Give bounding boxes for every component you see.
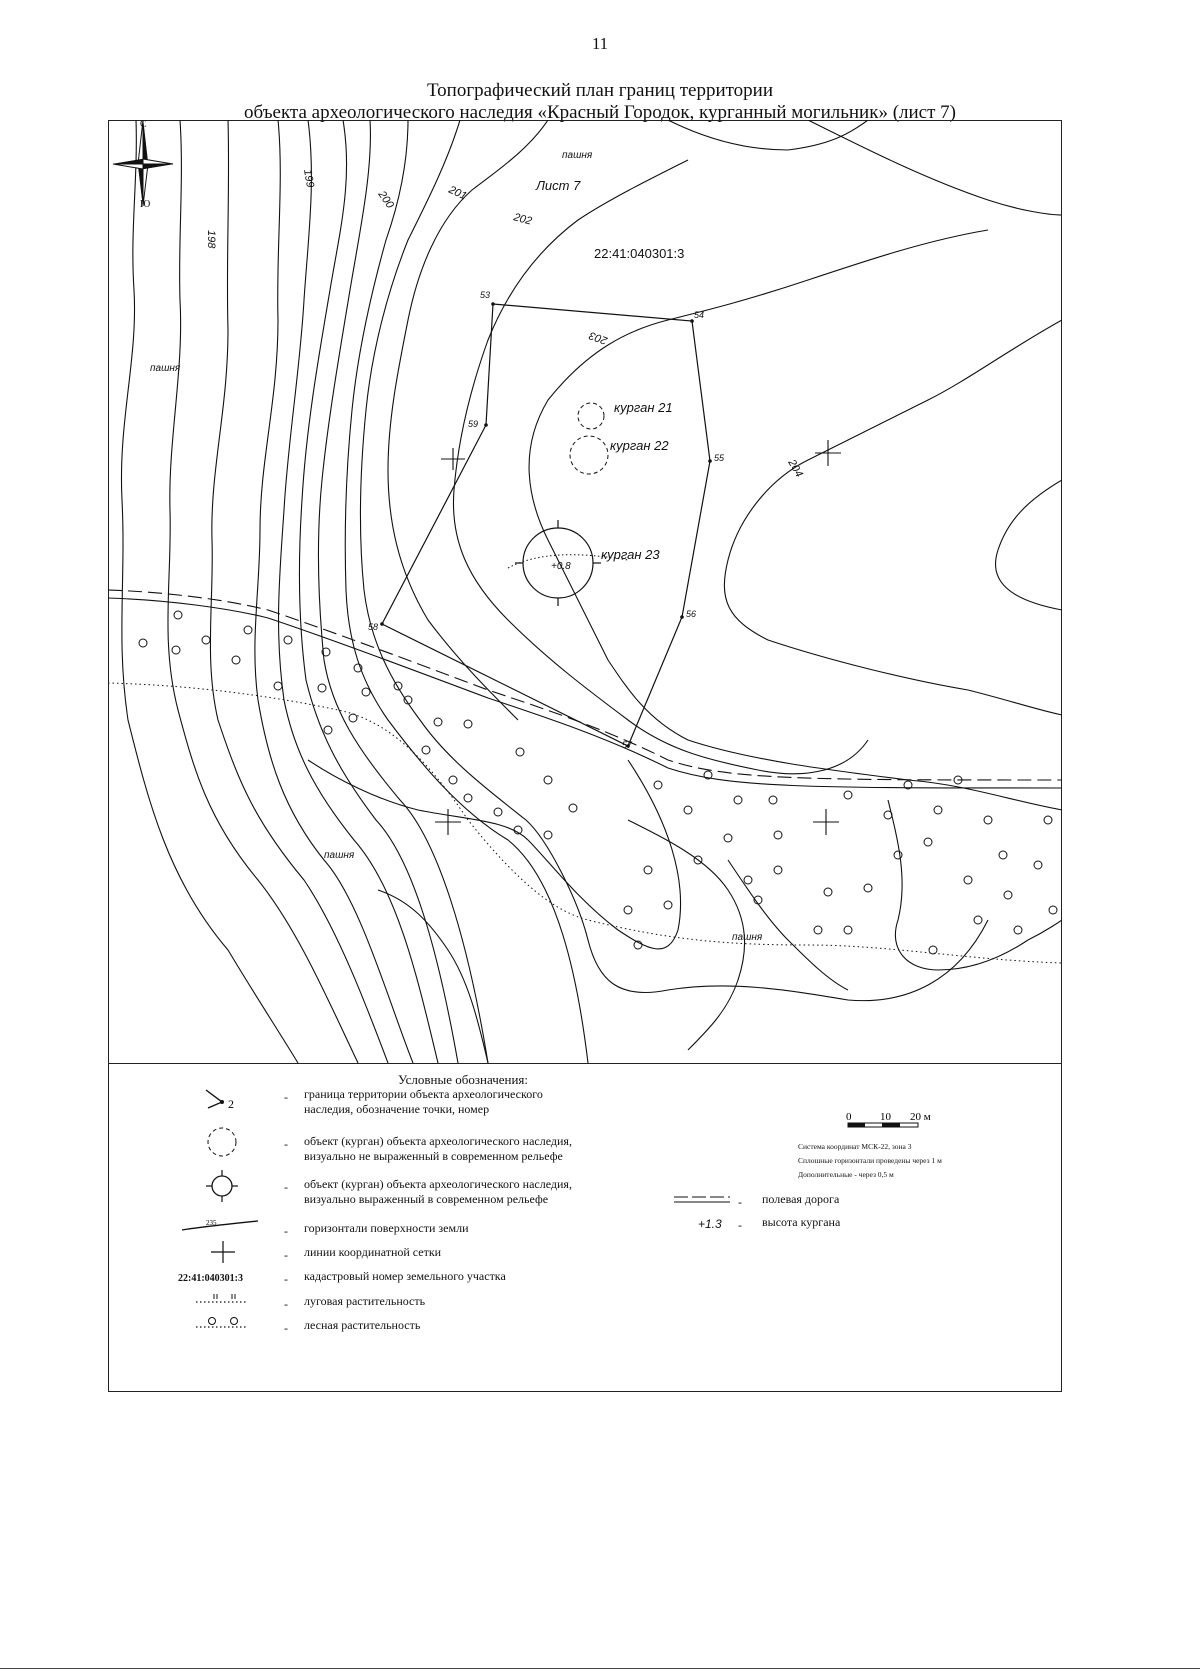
field-road-icon <box>672 1194 732 1206</box>
title-line-1: Топографический план границ территории <box>426 80 774 101</box>
contour-line <box>628 820 745 1050</box>
contour-label-199: 199 <box>301 168 317 189</box>
note-additional-contours: Дополнительные - через 0,5 м <box>798 1170 894 1179</box>
legend-hidden-mound-text <box>304 1134 572 1164</box>
scale-notes <box>798 1140 942 1182</box>
contour-line <box>121 120 298 1063</box>
scale-bar <box>830 1110 950 1136</box>
contour-label-198: 198 <box>205 230 217 249</box>
legend-dash: - <box>284 1180 288 1194</box>
sheet-label: Лист 7 <box>536 178 581 193</box>
svg-text:0: 0 <box>846 1111 852 1123</box>
legend-title: Условные обозначения: <box>398 1072 529 1087</box>
contour-line <box>299 120 458 1063</box>
svg-text:235: 235 <box>206 1219 217 1227</box>
contour-line <box>888 800 1062 970</box>
compass-icon <box>113 120 173 210</box>
mound-21-label: курган 21 <box>614 400 673 415</box>
legend-dash: - <box>284 1248 288 1262</box>
contour-line <box>168 120 358 1063</box>
contour-line-icon <box>180 1216 260 1236</box>
legend-boundary-line2: наследия, обозначение точки, номер <box>304 1102 490 1116</box>
point-label-55: 55 <box>714 453 725 463</box>
forest-icon <box>192 1314 252 1330</box>
legend-boundary-line1: граница территории объекта археологического <box>304 1087 543 1101</box>
contour-line-204 <box>724 320 1062 715</box>
field-label: пашня <box>324 850 355 861</box>
mound-23-label: курган 23 <box>601 547 660 562</box>
legend-boundary-text <box>304 1087 543 1117</box>
svg-text:20 м: 20 м <box>910 1111 931 1123</box>
contour-label-204: 204 <box>785 457 805 480</box>
contour-label-200: 200 <box>375 188 396 211</box>
title-line-2: объекта археологического наследия «Красный Городок, курганный могильник» (лист 7) <box>244 102 956 123</box>
contour-label-202: 202 <box>512 211 534 228</box>
hidden-mound-icon <box>204 1124 240 1160</box>
cadastral-number-label: 22:41:040301:3 <box>594 246 685 261</box>
contour-line <box>345 120 588 1063</box>
legend-forest-text: лесная растительность <box>304 1318 421 1332</box>
note-solid-contours: Сплошные горизонтали проведены через 1 м <box>798 1156 942 1165</box>
topographic-map <box>108 120 1062 1063</box>
legend-dash: - <box>284 1137 288 1151</box>
point-label-57: 57 <box>622 740 633 750</box>
page-number: 11 <box>591 34 609 53</box>
territory-boundary <box>382 304 710 746</box>
point-label-54: 54 <box>694 310 705 320</box>
field-road-edge <box>108 590 1062 780</box>
legend-road-text: полевая дорога <box>762 1192 840 1206</box>
legend-dash: - <box>284 1090 288 1104</box>
boundary-symbol-icon <box>204 1088 244 1112</box>
contour-line-203 <box>529 230 1062 810</box>
boundary-vertices <box>380 302 712 748</box>
legend-visible-mound-line1: объект (курган) объекта археологического наследия, <box>304 1177 572 1191</box>
mound-21-hidden <box>578 403 604 429</box>
legend-meadow-text: луговая растительность <box>304 1294 426 1308</box>
legend-hidden-mound-line2: визуально не выраженный в современном рельефе <box>304 1149 563 1163</box>
legend-dash: - <box>738 1218 742 1232</box>
contour-line <box>279 120 438 1063</box>
legend-dash: - <box>284 1272 288 1286</box>
visible-mound-icon <box>204 1168 240 1204</box>
point-label-53: 53 <box>480 290 491 300</box>
legend-visible-mound-line2: визуально выраженный в современном рельефе <box>304 1192 549 1206</box>
field-label: пашня <box>562 150 593 161</box>
grid-cross-icon <box>208 1239 238 1265</box>
legend <box>108 1063 1062 1393</box>
contour-line <box>728 860 848 990</box>
legend-dash: - <box>284 1224 288 1238</box>
south-letter: Ю <box>140 199 151 210</box>
page-bottom-rule <box>0 1668 1200 1669</box>
legend-dash: - <box>738 1195 742 1209</box>
point-label-58: 58 <box>368 622 379 632</box>
legend-height-text: высота кургана <box>762 1215 841 1229</box>
legend-grid-text: линии координатной сетки <box>304 1245 442 1259</box>
point-label-56: 56 <box>686 609 697 619</box>
svg-text:10: 10 <box>880 1111 891 1123</box>
page-title <box>0 80 1200 124</box>
point-label-59: 59 <box>468 419 479 429</box>
legend-dash: - <box>284 1297 288 1311</box>
contour-line <box>996 480 1062 610</box>
legend-hidden-mound-line1: объект (курган) объекта археологического наследия, <box>304 1134 572 1148</box>
legend-visible-mound-text <box>304 1177 572 1207</box>
north-letter: С <box>140 120 147 130</box>
contour-labels <box>205 168 805 479</box>
note-coordinate-system: Система координат МСК-22, зона 3 <box>798 1142 912 1151</box>
forest-symbols <box>139 611 1057 954</box>
contour-label-201: 201 <box>446 183 469 203</box>
svg-text:2: 2 <box>228 1097 234 1111</box>
field-road-edge <box>108 598 1062 788</box>
legend-cadastral-sample: 22:41:040301:3 <box>178 1273 243 1284</box>
mound-22-label: курган 22 <box>610 438 669 453</box>
legend-height-sample: +1.3 <box>698 1217 722 1231</box>
mound-23-height: +0.8 <box>551 561 571 572</box>
mound-22-hidden <box>570 436 608 474</box>
field-label: пашня <box>732 932 763 943</box>
meadow-icon <box>192 1290 252 1306</box>
legend-dash: - <box>284 1321 288 1335</box>
contour-line <box>308 760 681 949</box>
field-label: пашня <box>150 363 181 374</box>
legend-cadastral-text: кадастровый номер земельного участка <box>304 1269 506 1283</box>
contour-line <box>318 120 491 1063</box>
legend-contour-text: горизонтали поверхности земли <box>304 1221 469 1235</box>
contour-label-203: 203 <box>587 328 610 347</box>
